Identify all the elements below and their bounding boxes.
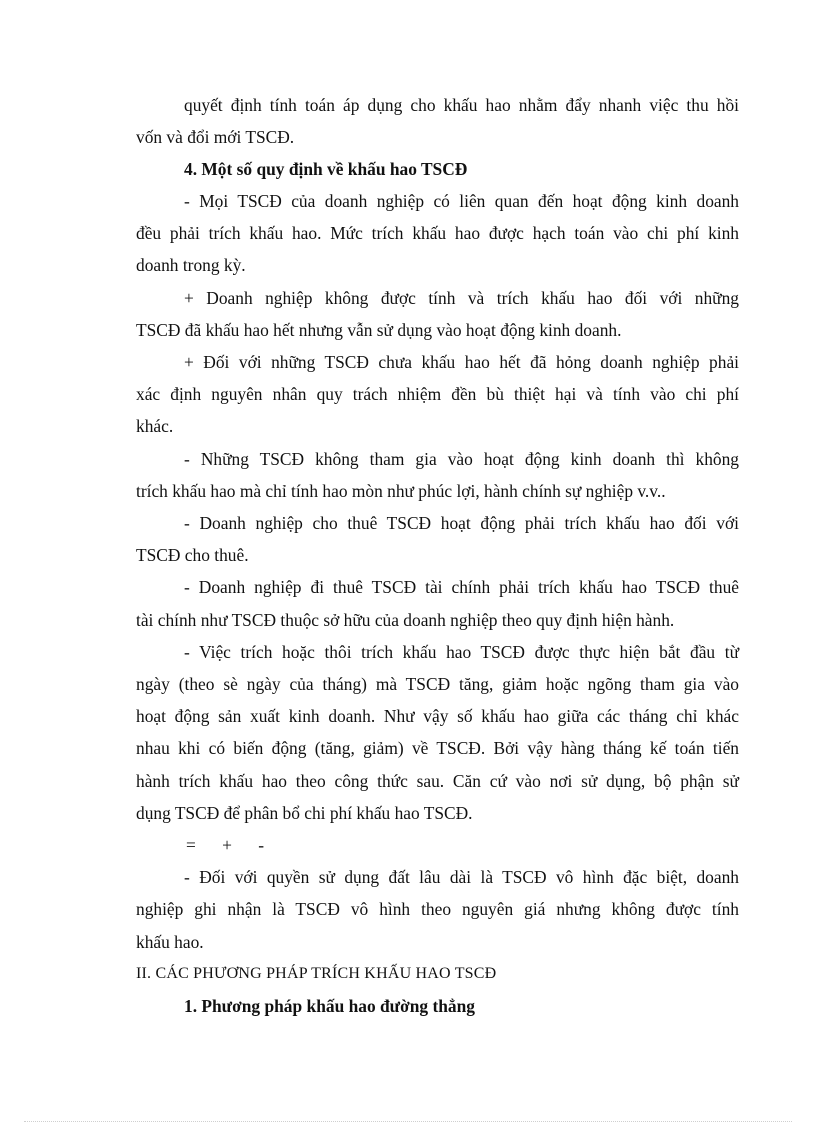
paragraph-line: ngày (theo sè ngày của tháng) mà TSCĐ tăng, giảm hoặc ngõng tham gia vào — [136, 674, 739, 694]
paragraph-line: - Mọi TSCĐ của doanh nghiệp có liên quan đến hoạt động kinh doanh — [184, 191, 739, 211]
paragraph-line: + Đối với những TSCĐ chưa khấu hao hết đã hỏng doanh nghiệp phải — [184, 352, 739, 372]
paragraph-line: dụng TSCĐ để phân bổ chi phí khấu hao TSCĐ. — [136, 803, 473, 823]
paragraph-line: nhau khi có biến động (tăng, giảm) về TSCĐ. Bởi vậy hàng tháng kế toán tiến — [136, 738, 739, 758]
section-heading: 4. Một số quy định về khấu hao TSCĐ — [184, 159, 468, 179]
section-heading: 1. Phương pháp khấu hao đường thẳng — [184, 996, 475, 1016]
paragraph-line: khác. — [136, 416, 174, 436]
paragraph-line: vốn và đổi mới TSCĐ. — [136, 127, 295, 147]
paragraph-line: hoạt động sản xuất kinh doanh. Như vậy số khấu hao giữa các tháng chỉ khác — [136, 706, 739, 726]
chapter-heading: II. CÁC PHƯƠNG PHÁP TRÍCH KHẤU HAO TSCĐ — [136, 965, 497, 982]
paragraph-line: doanh trong kỳ. — [136, 255, 246, 275]
paragraph-line: - Doanh nghiệp cho thuê TSCĐ hoạt động phải trích khấu hao đối với — [184, 513, 739, 533]
paragraph-line: - Doanh nghiệp đi thuê TSCĐ tài chính phải trích khấu hao TSCĐ thuê — [184, 577, 739, 597]
paragraph-line: nghiệp ghi nhận là TSCĐ vô hình theo nguyên giá nhưng không được tính — [136, 899, 739, 919]
paragraph-line: xác định nguyên nhân quy trách nhiệm đền bù thiệt hại và tính vào chi phí — [136, 384, 739, 404]
depreciation-formula: = + - — [186, 835, 265, 855]
page-bottom-divider — [24, 1121, 792, 1122]
paragraph-line: quyết định tính toán áp dụng cho khấu hao nhằm đẩy nhanh việc thu hồi — [184, 95, 739, 115]
paragraph-line: tài chính như TSCĐ thuộc sở hữu của doanh nghiệp theo quy định hiện hành. — [136, 610, 675, 630]
paragraph-line: đều phải trích khấu hao. Mức trích khấu hao được hạch toán vào chi phí kinh — [136, 223, 739, 243]
paragraph-line: khấu hao. — [136, 932, 204, 952]
paragraph-line: + Doanh nghiệp không được tính và trích khấu hao đối với những — [184, 288, 739, 308]
paragraph-line: hành trích khấu hao theo công thức sau. Căn cứ vào nơi sử dụng, bộ phận sử — [136, 771, 739, 791]
paragraph-line: TSCĐ cho thuê. — [136, 545, 249, 565]
paragraph-line: - Những TSCĐ không tham gia vào hoạt động kinh doanh thì không — [184, 449, 739, 469]
paragraph-line: trích khấu hao mà chỉ tính hao mòn như phúc lợi, hành chính sự nghiệp v.v.. — [136, 481, 666, 501]
paragraph-line: - Đối với quyền sử dụng đất lâu dài là TSCĐ vô hình đặc biệt, doanh — [184, 867, 739, 887]
paragraph-line: - Việc trích hoặc thôi trích khấu hao TSCĐ được thực hiện bắt đầu từ — [184, 642, 739, 662]
paragraph-line: TSCĐ đã khấu hao hết nhưng vẫn sử dụng vào hoạt động kinh doanh. — [136, 320, 622, 340]
